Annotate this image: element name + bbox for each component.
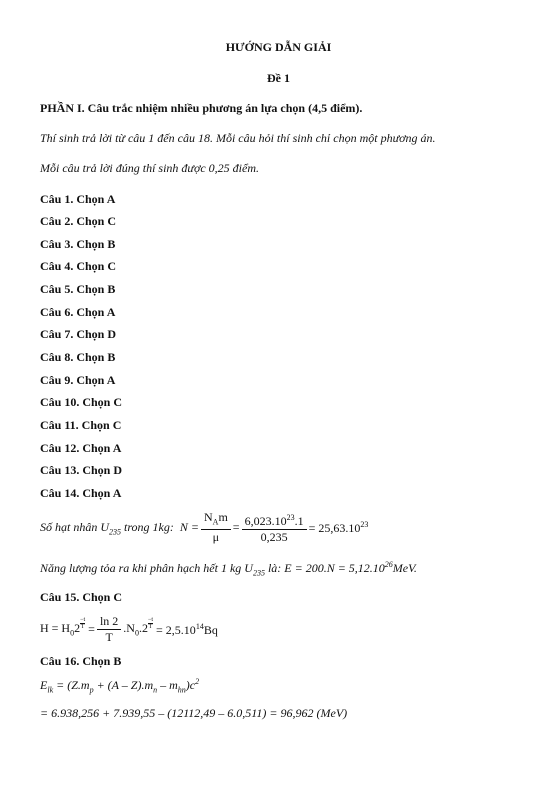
part1-instruction-2: Mỗi câu trả lời đúng thí sinh được 0,25 điểm. [40,161,260,175]
answer-line: Câu 5. Chọn B [40,282,116,296]
q15-exponent: $\frac{-t}{T}$ [80,617,86,630]
q16-formula-line-2: = 6.938,256 + 7.939,55 – (12112,49 – 6.0,511) = 96,962 (MeV) [40,706,348,720]
q15-label: Câu 15. Chọn C [40,590,123,604]
answer-line: Câu 10. Chọn C [40,395,123,409]
answer-line: Câu 12. Chọn A [40,441,122,455]
answer-line: Câu 2. Chọn C [40,214,117,228]
answer-line: Câu 13. Chọn D [40,463,123,477]
q16-formula-line-1: $E_{lk} = (Z.m_p + (A - Z).m_n - m_{hn})c^2$ [40,677,200,695]
answer-line: Câu 7. Chọn D [40,327,117,341]
answer-line: Câu 1. Chọn A [40,192,116,206]
q14-fraction-1: $\frac{N_Am}{\mu}$ [201,510,231,545]
answer-line: Câu 6. Chọn A [40,305,116,319]
answer-line: Câu 8. Chọn B [40,350,116,364]
q14-text: Số hạt nhân $U_{235}$ trong 1kg: N = [40,519,199,536]
exam-number: Đề 1 [267,71,290,85]
answer-line: Câu 9. Chọn A [40,373,116,387]
answer-line: Câu 3. Chọn B [40,237,116,251]
q14-nuclei-formula: Số hạt nhân $U_{235}$ trong 1kg: N = $\frac{N_Am}{\mu}$ = $\frac{6,023.10^{23}.1}{0,235}$ = $25,63.10^{23}$ [40,510,369,545]
q15-fraction: $\frac{\ln 2}{T}$ [97,614,121,645]
q14-energy-line: Năng lượng tỏa ra khi phân hạch hết 1 kg $U_{235}$ là: $E = 200.N = 5,12.10^{26}MeV$. [40,560,417,578]
part1-heading: PHẦN I. Câu trắc nhiệm nhiều phương án lựa chọn (4,5 điểm). [40,101,363,115]
answer-line: Câu 14. Chọn A [40,486,122,500]
page-title: HƯỚNG DẪN GIẢI [225,40,332,54]
q16-label: Câu 16. Chọn B [40,654,122,668]
q15-formula: $H = H_02$ $\frac{-t}{T}$ = $\frac{\ln 2}{T}$ $.N_0.2$ $\frac{-t}{T}$ = $2,5.10^{14}Bq$ [40,614,218,644]
q14-fraction-2: $\frac{6,023.10^{23}.1}{0,235}$ [242,510,307,545]
part1-instruction-1: Thí sinh trả lời từ câu 1 đến câu 18. Mỗi câu hỏi thí sinh chỉ chọn một phương án. [40,131,436,145]
answer-line: Câu 11. Chọn C [40,418,122,432]
answer-line: Câu 4. Chọn C [40,259,117,273]
q15-exponent-2: $\frac{-t}{T}$ [147,617,154,630]
